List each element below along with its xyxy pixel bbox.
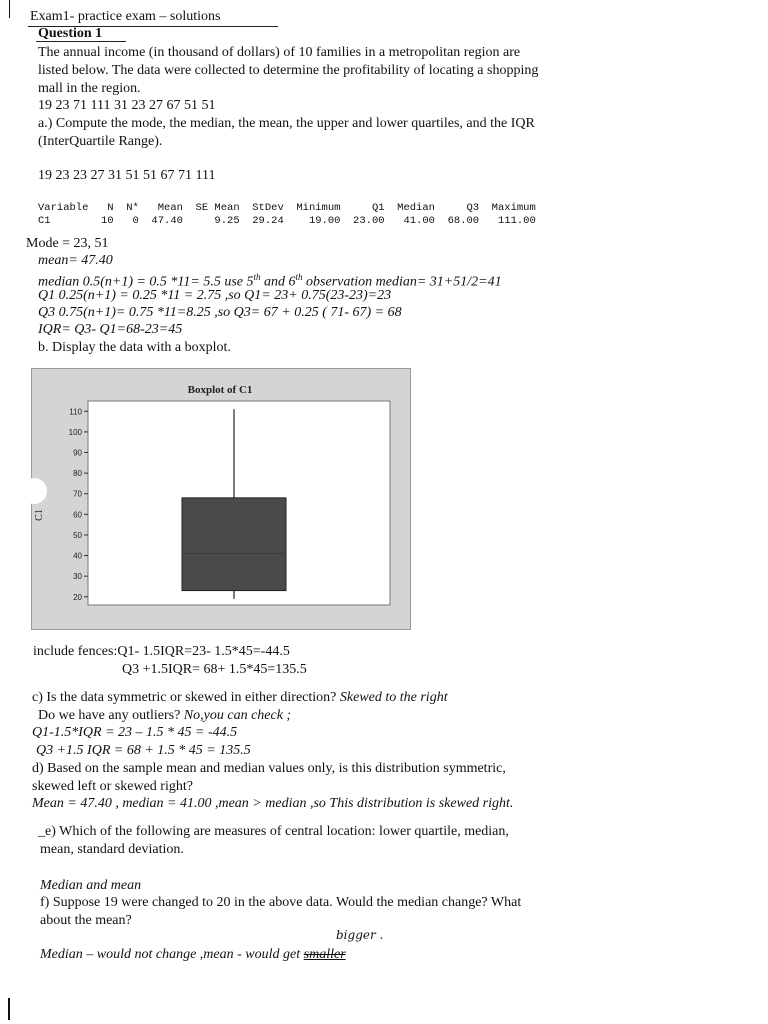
struck-word: smaller (303, 947, 346, 962)
q1-line: Q1 0.25(n+1) = 0.25 *11 = 2.75 ,so Q1= 23+ 0.75(23-23)=23 (38, 288, 392, 303)
y-tick-label: 30 (73, 572, 82, 582)
upper-fence-line: Q3 +1.5 IQR = 68 + 1.5 * 45 = 135.5 (36, 743, 251, 758)
part-b-question: b. Display the data with a boxplot. (38, 340, 231, 355)
y-tick-label: 100 (68, 427, 82, 437)
question-underline (36, 41, 126, 42)
chart-title: Boxplot of C1 (187, 384, 253, 396)
boxplot-panel (31, 368, 411, 630)
scan-edge-mark-top (9, 0, 10, 18)
raw-data-line: 19 23 71 111 31 23 27 67 51 51 (38, 98, 216, 113)
part-c-question: c) Is the data symmetric or skewed in either direction? Skewed to the right (32, 690, 448, 705)
y-tick-label: 60 (73, 510, 82, 520)
q3-line: Q3 0.75(n+1)= 0.75 *11=8.25 ,so Q3= 67 + 0.25 ( 71- 67) = 68 (38, 305, 402, 320)
intro-line-1: The annual income (in thousand of dollars) of 10 families in a metropolitan region are (38, 45, 521, 60)
boxplot-box (182, 498, 286, 591)
mode-line: Mode = 23, 51 (26, 236, 109, 251)
intro-line-3: mall in the region. (38, 81, 141, 96)
part-d-question-2: skewed left or skewed right? (32, 779, 193, 794)
y-tick-label: 40 (73, 551, 82, 561)
part-e-question-2: mean, standard deviation. (40, 842, 184, 857)
median-line: median 0.5(n+1) = 0.5 *11= 5.5 use 5th and 6th observation median= 31+51/2=41 (38, 272, 502, 290)
part-d-question-1: d) Based on the sample mean and median values only, is this distribution symmetric, (32, 761, 506, 776)
part-d-answer: Mean = 47.40 , median = 41.00 ,mean > median ,so This distribution is skewed right. (32, 796, 514, 811)
lower-fence-line: Q1-1.5*IQR = 23 – 1.5 * 45 = -44.5 (32, 725, 238, 740)
y-tick-label: 80 (73, 469, 82, 479)
y-tick-label: 110 (69, 407, 82, 417)
y-tick-label: 50 (73, 530, 82, 540)
y-axis-ticks (69, 407, 88, 601)
outliers-question: Do we have any outliers? No,you can check ; (38, 708, 292, 723)
page-title: Exam1- practice exam – solutions (30, 9, 221, 24)
fences-line-1: include fences:Q1- 1.5IQR=23- 1.5*45=-44.5 (33, 644, 290, 659)
part-e-answer: Median and mean (40, 878, 142, 893)
part-a-question-2: (InterQuartile Range). (38, 134, 163, 149)
handwritten-correction: bigger . (336, 928, 384, 942)
y-tick-label: 70 (73, 489, 82, 499)
part-f-question-1: f) Suppose 19 were changed to 20 in the above data. Would the median change? What (40, 895, 522, 910)
question-heading: Question 1 (38, 26, 103, 41)
y-tick-label: 90 (73, 448, 82, 458)
mean-line: mean= 47.40 (38, 253, 113, 268)
y-tick-label: 20 (73, 592, 82, 602)
part-e-question-1: _e) Which of the following are measures of central location: lower quartile, median, (38, 824, 509, 839)
scan-edge-mark-bottom (8, 998, 10, 1020)
part-f-answer: Median – would not change ,mean - would get smaller (40, 947, 346, 962)
iqr-line: IQR= Q3- Q1=68-23=45 (38, 322, 183, 337)
boxplot-chart (32, 369, 410, 629)
punch-hole (21, 478, 47, 504)
part-f-question-2: about the mean? (40, 913, 132, 928)
intro-line-2: listed below. The data were collected to determine the profitability of locating a shopping (38, 63, 539, 78)
fences-line-2: Q3 +1.5IQR= 68+ 1.5*45=135.5 (122, 662, 307, 677)
stats-table-header: Variable N N* Mean SE Mean StDev Minimum Q1 Median Q3 Maximum (38, 202, 536, 214)
y-axis-label: C1 (34, 509, 45, 521)
stats-table-row: C1 10 0 47.40 9.25 29.24 19.00 23.00 41.00 68.00 111.00 (38, 215, 536, 227)
part-a-question-1: a.) Compute the mode, the median, the mean, the upper and lower quartiles, and the IQR (38, 116, 535, 131)
sorted-data-line: 19 23 23 27 31 51 51 67 71 111 (38, 168, 216, 183)
